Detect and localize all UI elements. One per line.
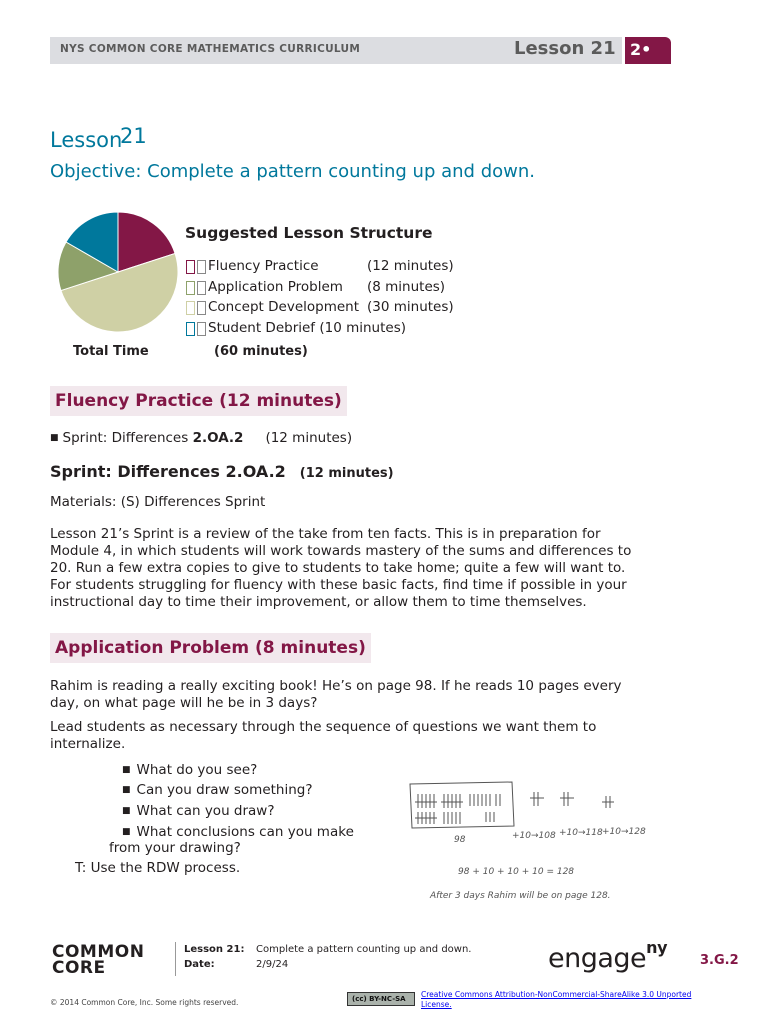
- work-98: 98: [454, 835, 466, 845]
- lesson-title: Lesson: [50, 128, 123, 152]
- structure-row-label: Concept Development: [208, 299, 360, 315]
- bullet-minutes: (12 minutes): [265, 430, 353, 446]
- bullet-standard: 2.OA.2: [192, 430, 244, 446]
- work-step3: +10→128: [602, 827, 646, 837]
- structure-row-minutes: (12 minutes): [367, 258, 454, 274]
- ny-text: ny: [646, 938, 667, 957]
- color-key-box: [197, 301, 206, 315]
- logo-line: CORE: [52, 958, 106, 978]
- student-work-sketch: [404, 776, 666, 911]
- question-text: What can you draw?: [136, 803, 275, 819]
- structure-row-minutes: (8 minutes): [367, 279, 446, 295]
- footer-date-value: 2/9/24: [256, 959, 289, 970]
- bullet-icon: ■: [122, 785, 131, 795]
- curriculum-title: NYS COMMON CORE MATHEMATICS CURRICULUM: [60, 43, 361, 55]
- question-continued: from your drawing?: [109, 840, 241, 856]
- lesson-structure-pie-chart: [58, 208, 178, 338]
- structure-row-label: Application Problem: [208, 279, 343, 295]
- materials: Materials: (S) Differences Sprint: [50, 494, 266, 510]
- sprint-minutes: (12 minutes): [299, 466, 394, 481]
- work-step2: +10→118: [559, 828, 603, 838]
- license-link[interactable]: Creative Commons Attribution-NonCommercial-ShareAlike 3.0 Unported License.: [421, 990, 692, 1009]
- problem-line: Rahim is reading a really exciting book! He’s on page 98. If he reads 10 pages every: [50, 678, 622, 694]
- sprint-title: Sprint: Differences 2.OA.2: [50, 462, 286, 481]
- bullet-icon: ■: [122, 806, 131, 816]
- fluency-para-line: For students struggling for fluency with these basic facts, find time if possible in your: [50, 577, 627, 593]
- question-text: Can you draw something?: [136, 782, 313, 798]
- work-step1: +10→108: [512, 831, 556, 841]
- color-key-box: [186, 301, 195, 315]
- total-time-label: Total Time: [73, 344, 149, 359]
- color-key-box: [186, 260, 195, 274]
- fluency-para-line: 20. Run a few extra copies to give to students to take home; quite a few will want to.: [50, 560, 626, 576]
- fluency-heading: Fluency Practice (12 minutes): [50, 386, 347, 416]
- application-heading: Application Problem (8 minutes): [50, 633, 371, 663]
- fluency-para-line: instructional day to time their improvement, or allow them to time themselves.: [50, 594, 587, 610]
- fluency-para-line: Module 4, in which students will work towards mastery of the sums and differences to: [50, 543, 632, 559]
- total-time-minutes: (60 minutes): [214, 344, 308, 359]
- fluency-bullet: [50, 430, 352, 447]
- question-item: [122, 780, 313, 800]
- work-equation: 98 + 10 + 10 + 10 = 128: [458, 867, 575, 877]
- structure-row-label: Student Debrief (10 minutes): [208, 320, 407, 336]
- work-answer: After 3 days Rahim will be on page 128.: [430, 891, 611, 901]
- question-item: [122, 822, 354, 842]
- fluency-para-line: Lesson 21’s Sprint is a review of the take from ten facts. This is in preparation for: [50, 526, 601, 542]
- structure-row-label: Fluency Practice: [208, 258, 319, 274]
- lead-line: Lead students as necessary through the sequence of questions we want them to: [50, 719, 597, 735]
- objective: Objective: Complete a pattern counting up and down.: [50, 161, 535, 182]
- cc-badge-text: BY-NC-SA: [369, 995, 406, 1003]
- footer-lesson-value: Complete a pattern counting up and down.: [256, 944, 472, 955]
- footer-divider: [175, 942, 176, 976]
- color-key-box: [197, 281, 206, 295]
- grade-label: 2•: [630, 40, 652, 59]
- logo-line: COMMON: [52, 942, 145, 962]
- engage-text: engage: [548, 943, 647, 974]
- bullet-icon: ■: [122, 827, 131, 837]
- teacher-line: T: Use the RDW process.: [75, 860, 241, 876]
- bullet-icon: ■: [50, 433, 59, 443]
- question-item: [122, 801, 275, 821]
- copyright: © 2014 Common Core, Inc. Some rights reserved.: [50, 998, 239, 1007]
- footer-date-label: Date:: [184, 959, 215, 970]
- lesson-number: 21: [120, 124, 147, 148]
- color-key-box: [186, 281, 195, 295]
- sprint-heading: [50, 462, 394, 481]
- problem-line: day, on what page will he be in 3 days?: [50, 695, 318, 711]
- color-key-box: [197, 260, 206, 274]
- bullet-icon: ■: [122, 765, 131, 775]
- question-text: What conclusions can you make: [136, 824, 354, 840]
- footer-lesson-label: Lesson 21:: [184, 944, 245, 955]
- question-text: What do you see?: [136, 762, 258, 778]
- common-core-logo: [52, 944, 144, 976]
- structure-row-minutes: (30 minutes): [367, 299, 454, 315]
- color-key-box: [197, 322, 206, 336]
- header-lesson: Lesson 21: [514, 38, 616, 59]
- structure-title: Suggested Lesson Structure: [185, 224, 433, 242]
- module-code: 3.G.2: [700, 953, 739, 968]
- question-item: [122, 760, 257, 780]
- cc-license-badge: (cc) BY-NC-SA: [347, 992, 415, 1006]
- color-key-box: [186, 322, 195, 336]
- lead-line: internalize.: [50, 736, 126, 752]
- engageny-logo: [548, 938, 667, 974]
- bullet-text: Sprint: Differences: [62, 430, 193, 446]
